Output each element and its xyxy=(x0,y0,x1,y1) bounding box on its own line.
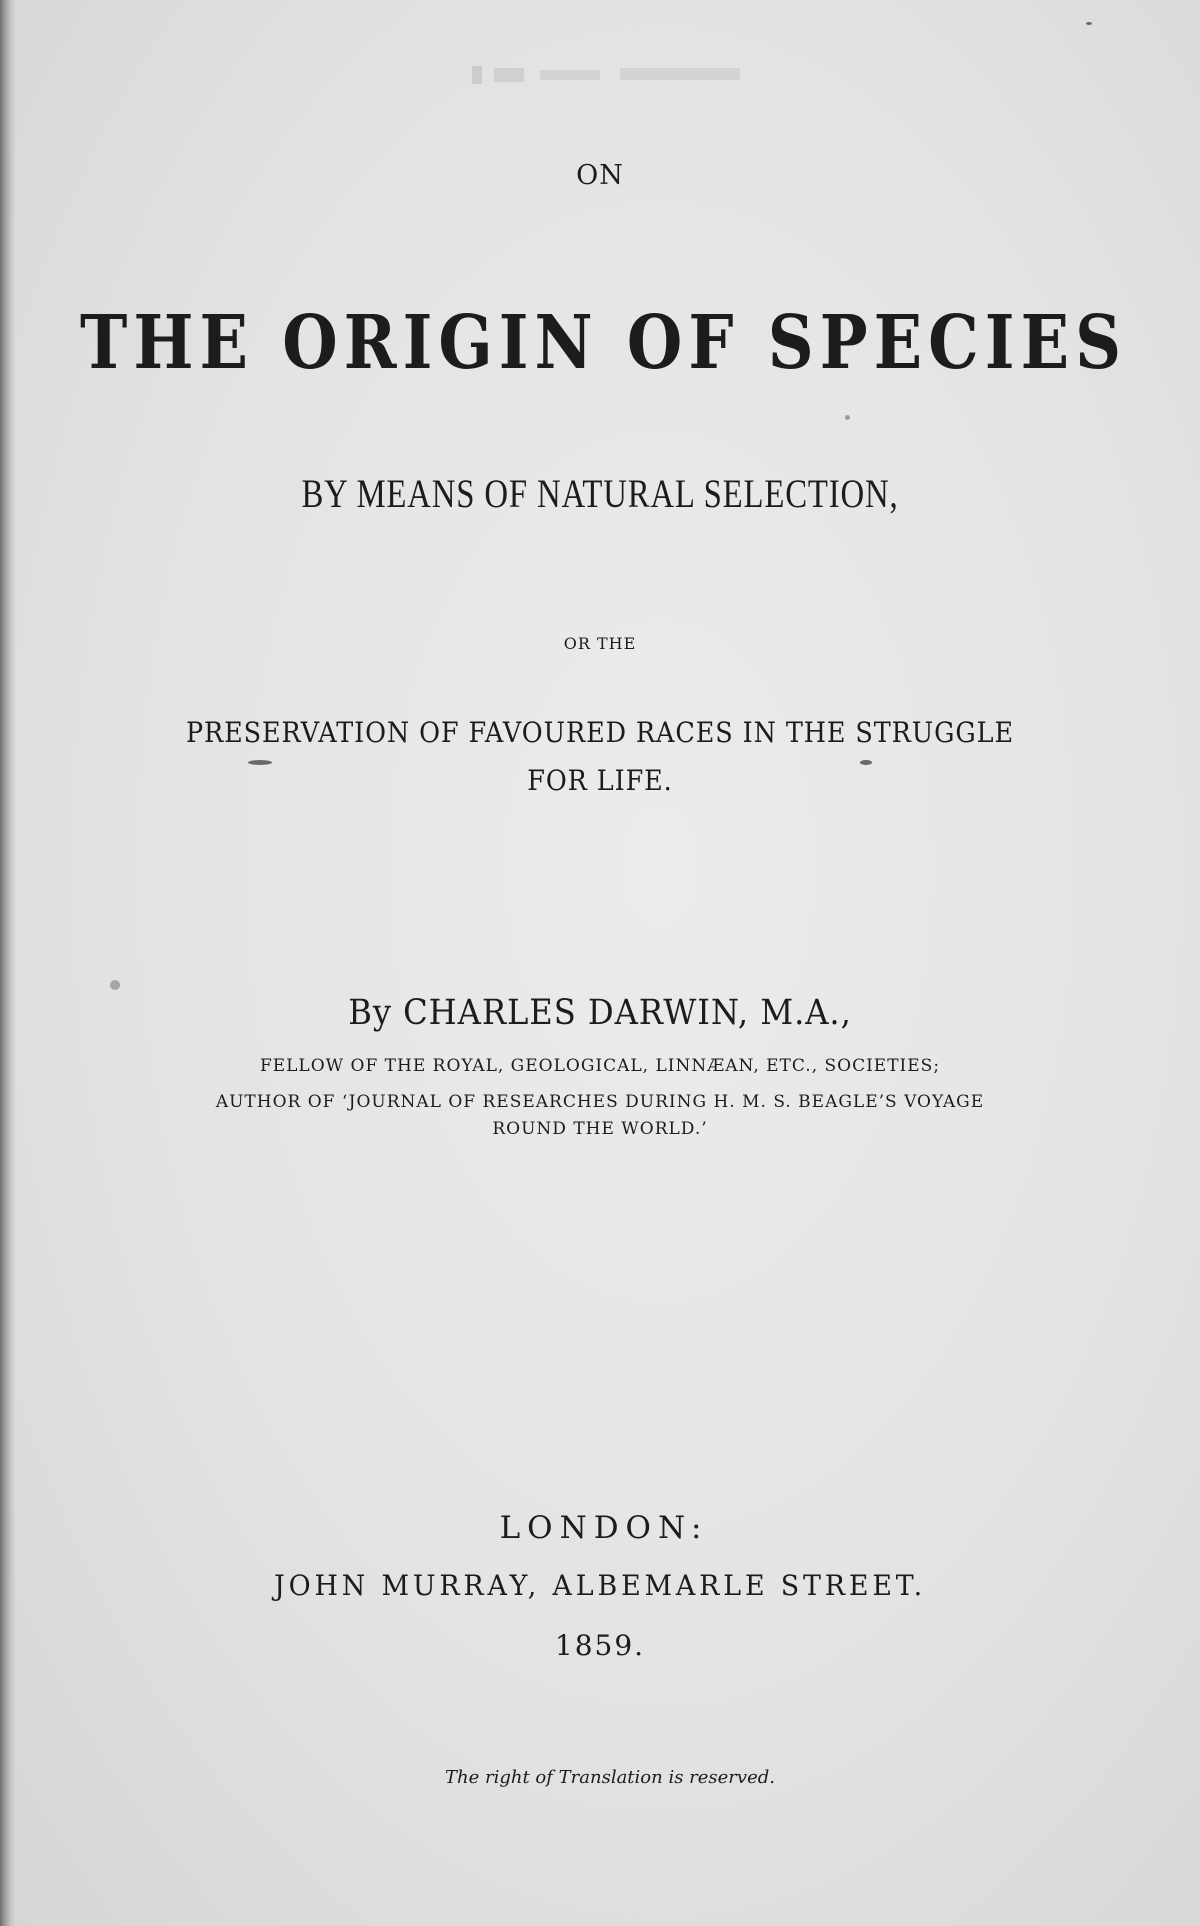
author-credentials-line-2: AUTHOR OF ‘JOURNAL OF RESEARCHES DURING H. M. S. BEAGLE’S VOYAGE xyxy=(215,1092,985,1112)
publication-year: 1859. xyxy=(554,1629,646,1662)
publication-place: LONDON: xyxy=(499,1510,709,1546)
faded-library-stamp xyxy=(470,60,790,90)
paper-speck xyxy=(110,980,120,990)
subtitle-preservation-line-2: FOR LIFE. xyxy=(527,764,673,797)
author-credentials-line-1: FELLOW OF THE ROYAL, GEOLOGICAL, LINNÆAN, ETC., SOCIETIES; xyxy=(259,1056,941,1076)
paper-speck xyxy=(845,415,850,420)
subtitle-natural-selection: BY MEANS OF NATURAL SELECTION, xyxy=(301,471,899,516)
author-byline: By CHARLES DARWIN, M.A., xyxy=(348,993,852,1033)
paper-speck xyxy=(1086,22,1092,25)
author-credentials-line-3: ROUND THE WORLD.’ xyxy=(492,1119,708,1139)
subtitle-preservation-line-1: PRESERVATION OF FAVOURED RACES IN THE STRUGGLE xyxy=(186,716,1014,749)
title-preposition: ON xyxy=(576,160,624,191)
paper-speck xyxy=(248,760,272,765)
book-title: THE ORIGIN OF SPECIES xyxy=(80,300,1128,386)
rights-notice: The right of Translation is reserved. xyxy=(445,1767,775,1788)
subtitle-conjunction: OR THE xyxy=(563,634,637,653)
publisher: JOHN MURRAY, ALBEMARLE STREET. xyxy=(273,1569,927,1602)
paper-speck xyxy=(860,760,872,765)
